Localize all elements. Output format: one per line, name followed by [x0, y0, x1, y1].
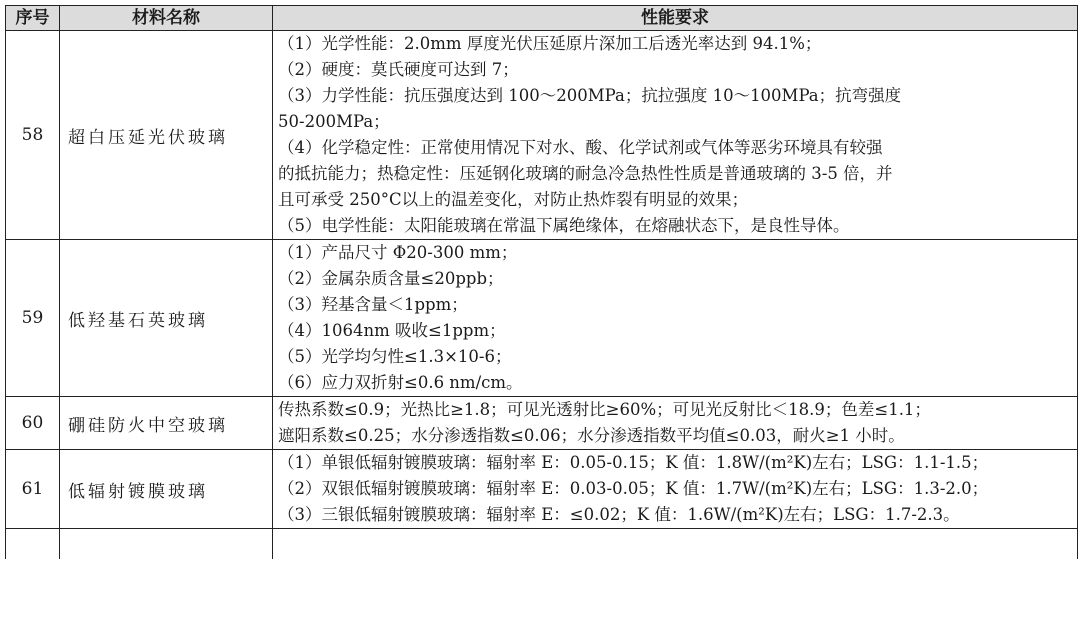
requirement-line: （4）化学稳定性：正常使用情况下对水、酸、化学试剂或气体等恶劣环境具有较强: [278, 138, 883, 157]
row-number: 58: [6, 31, 60, 240]
requirements-cell: [273, 240, 1078, 397]
requirement-line: 传热系数≤0.9；光热比≥1.8；可见光透射比≥60%；可见光反射比＜18.9；色差≤1.1；: [278, 400, 931, 419]
material-name: 低辐射镀膜玻璃: [60, 450, 273, 529]
material-name: 低羟基石英玻璃: [60, 240, 273, 397]
material-name: 硼硅防火中空玻璃: [60, 397, 273, 450]
table-row: [6, 240, 1078, 397]
header-performance-requirements: 性能要求: [273, 6, 1078, 31]
material-name-empty: [60, 529, 273, 560]
requirement-line: 50-200MPa；: [278, 112, 390, 131]
requirement-line: （1）光学性能：2.0mm 厚度光伏压延原片深加工后透光率达到 94.1%；: [278, 34, 822, 53]
requirement-line: （5）电学性能：太阳能玻璃在常温下属绝缘体，在熔融状态下，是良性导体。: [278, 216, 850, 235]
table-row-partial: [6, 529, 1078, 560]
requirement-line: 且可承受 250°C以上的温差变化，对防止热炸裂有明显的效果；: [278, 190, 749, 209]
row-number: 60: [6, 397, 60, 450]
header-row: [6, 6, 1078, 31]
row-number: 61: [6, 450, 60, 529]
row-number-empty: [6, 529, 60, 560]
table-row: [6, 450, 1078, 529]
row-number: 59: [6, 240, 60, 397]
requirement-line: （2）双银低辐射镀膜玻璃：辐射率 E：0.03-0.05；K 值：1.7W/(m²K)左右；LSG：1.3-2.0；: [278, 479, 989, 498]
requirement-line: （3）羟基含量＜1ppm；: [278, 295, 468, 314]
requirements-cell-empty: [273, 529, 1078, 560]
header-serial-number: 序号: [6, 6, 60, 31]
requirement-line: （3）力学性能：抗压强度达到 100～200MPa；抗拉强度 10～100MPa；抗弯强度: [278, 86, 902, 105]
requirements-cell: [273, 450, 1078, 529]
requirement-line: （2）金属杂质含量≤20ppb；: [278, 269, 504, 288]
requirements-cell: [273, 397, 1078, 450]
table-row: [6, 31, 1078, 240]
requirement-line: 遮阳系数≤0.25；水分渗透指数≤0.06；水分渗透指数平均值≤0.03，耐火≥1 小时。: [278, 426, 905, 445]
material-spec-table: [5, 5, 1078, 559]
table-row: [6, 397, 1078, 450]
requirement-line: （4）1064nm 吸收≤1ppm；: [278, 321, 506, 340]
requirement-line: （5）光学均匀性≤1.3×10-6；: [278, 347, 512, 366]
requirement-line: 的抵抗能力；热稳定性：压延钢化玻璃的耐急冷急热性性质是普通玻璃的 3-5 倍，并: [278, 164, 893, 183]
requirement-line: （3）三银低辐射镀膜玻璃：辐射率 E：≤0.02；K 值：1.6W/(m²K)左右；LSG：1.7-2.3。: [278, 505, 960, 524]
requirements-cell: [273, 31, 1078, 240]
header-material-name: 材料名称: [60, 6, 273, 31]
requirement-line: （1）单银低辐射镀膜玻璃：辐射率 E：0.05-0.15；K 值：1.8W/(m²K)左右；LSG：1.1-1.5；: [278, 453, 989, 472]
requirement-line: （6）应力双折射≤0.6 nm/cm。: [278, 373, 523, 392]
requirement-line: （1）产品尺寸 Φ20-300 mm；: [278, 243, 518, 262]
material-name: 超白压延光伏玻璃: [60, 31, 273, 240]
requirement-line: （2）硬度：莫氏硬度可达到 7；: [278, 60, 519, 79]
